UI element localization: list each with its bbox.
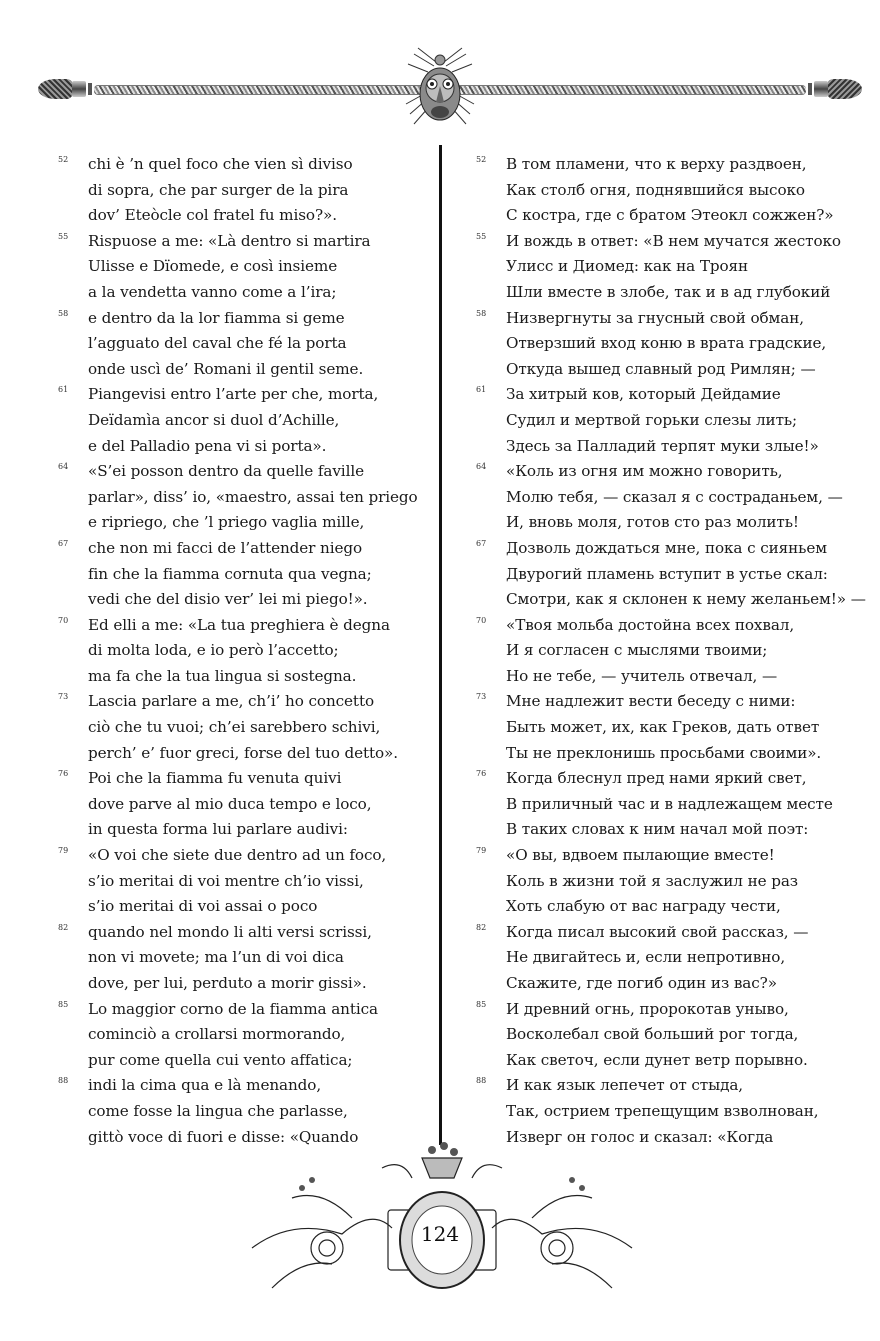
verse-line: Судил и мертвой горьки слезы лить;	[506, 410, 798, 429]
tercet	[476, 152, 866, 229]
tercet	[58, 843, 428, 920]
verse-line: В приличный час и в надлежащем месте	[506, 794, 833, 813]
verse-number: 70	[58, 615, 69, 625]
verse-line: a la vendetta vanno come a l’ira;	[88, 282, 337, 301]
verse-number: 61	[476, 385, 487, 395]
verse-number: 73	[58, 692, 69, 702]
verse-line: В том пламени, что к верху раздвоен,	[506, 155, 807, 173]
verse-line: «О вы, вдвоем пылающие вместе!	[506, 846, 775, 865]
verse-line: Когда писал высокий свой рассказ, —	[506, 922, 809, 941]
verse-line: onde uscì de’ Romani il gentil seme.	[88, 359, 364, 378]
verse-line: quando nel mondo li alti versi scrissi,	[88, 922, 372, 941]
tercet	[58, 459, 428, 536]
verse-line: Смотри, как я склонен к нему желаньем!» —	[506, 590, 866, 609]
verse-line: «S’ei posson dentro da quelle faville	[88, 462, 364, 481]
verse-number: 82	[476, 922, 487, 932]
verse-number: 79	[58, 846, 69, 856]
verse-line: Как столб огня, поднявшийся высоко	[506, 180, 805, 199]
verse-number: 85	[476, 999, 487, 1009]
verse-line: s’io meritai di voi mentre ch’io vissi,	[88, 871, 364, 890]
verse-line: dove parve al mio duca tempo e loco,	[88, 794, 372, 813]
verse-line: in questa forma lui parlare audivi:	[88, 820, 348, 839]
verse-line: di sopra, che par surger de la pira	[88, 180, 349, 199]
tercet	[476, 229, 866, 306]
verse-line: che non mi facci de l’attender niego	[88, 538, 363, 557]
verse-line: perch’ e’ fuor greci, forse del tuo detto».	[88, 743, 398, 762]
verse-number: 64	[476, 462, 487, 472]
verse-number: 67	[476, 538, 487, 548]
verse-line: Коль в жизни той я заслужил не раз	[506, 871, 798, 890]
verse-line: И как язык лепечет от стыда,	[506, 1076, 744, 1095]
verse-line: e ripriego, che ’l priego vaglia mille,	[88, 513, 365, 532]
verse-number: 67	[58, 538, 69, 548]
right-finial-ornament	[804, 79, 862, 99]
verse-line: Poi che la fiamma fu venuta quivi	[88, 769, 342, 788]
verse-number: 55	[476, 231, 487, 241]
verse-number: 73	[476, 692, 487, 702]
grotesque-mask-ornament	[404, 44, 476, 148]
verse-line: Ulisse e Dïomede, e così insieme	[88, 257, 338, 276]
verse-line: Но не тебе, — учитель отвечал, —	[506, 666, 778, 685]
verse-line: Двурогий пламень вступит в устье скал:	[506, 564, 828, 583]
verse-number: 82	[58, 922, 69, 932]
tercet	[58, 229, 428, 306]
verse-number: 88	[58, 1076, 69, 1086]
verse-line: Не двигайтесь и, если непротивно,	[506, 948, 786, 967]
verse-number: 85	[58, 999, 69, 1009]
verse-line: come fosse la lingua che parlasse,	[88, 1101, 348, 1120]
verse-line: Piangevisi entro l’arte per che, morta,	[88, 385, 379, 404]
verse-line: Восколебал свой больший рог тогда,	[506, 1025, 799, 1044]
verse-line: И древний огнь, пророкотав уныво,	[506, 999, 789, 1018]
verse-number: 76	[58, 769, 69, 779]
verse-line: Так, острием трепещущим взволнован,	[506, 1101, 819, 1120]
tercet	[476, 843, 866, 920]
verse-line: За хитрый ков, который Дейдамие	[506, 385, 781, 404]
verse-line: «Твоя мольба достойна всех похвал,	[506, 615, 795, 634]
tercet	[58, 382, 428, 459]
verse-line: Ed elli a me: «La tua preghiera è degna	[88, 615, 390, 634]
italian-text-column	[58, 152, 428, 1150]
page-number: 124	[420, 1222, 460, 1246]
verse-line: gittò voce di fuori e disse: «Quando	[88, 1127, 359, 1146]
verse-line: Откуда вышед славный род Римлян; —	[506, 359, 816, 378]
tercet	[476, 920, 866, 997]
verse-line: ma fa che la tua lingua si sostegna.	[88, 666, 357, 685]
verse-line: Как светоч, если дунет ветр порывно.	[506, 1050, 808, 1069]
verse-number: 64	[58, 462, 69, 472]
russian-text-column	[476, 152, 866, 1150]
tercet	[476, 459, 866, 536]
verse-line: Дозволь дождаться мне, пока с сияньем	[506, 538, 827, 557]
verse-line: s’io meritai di voi assai o poco	[88, 897, 318, 916]
verse-number: 58	[58, 308, 69, 318]
verse-line: Lo maggior corno de la fiamma antica	[88, 999, 378, 1018]
verse-number: 70	[476, 615, 487, 625]
verse-line: Мне надлежит вести беседу с ними:	[506, 692, 796, 711]
verse-number: 88	[476, 1076, 487, 1086]
verse-line: Быть может, их, как Греков, дать ответ	[506, 718, 820, 737]
tercet	[58, 920, 428, 997]
verse-line: l’agguato del caval che fé la porta	[88, 334, 347, 353]
verse-line: Улисс и Диомед: как на Троян	[506, 257, 749, 276]
verse-line: indi la cima qua e là menando,	[88, 1076, 322, 1095]
verse-line: ciò che tu vuoi; ch’ei sarebbero schivi,	[88, 718, 381, 737]
tercet	[476, 536, 866, 613]
tercet	[58, 152, 428, 229]
verse-line: pur come quella cui vento affatica;	[88, 1050, 353, 1069]
verse-line: Скажите, где погиб один из вас?»	[506, 974, 777, 992]
verse-line: fin che la fiamma cornuta qua vegna;	[88, 564, 372, 583]
tercet	[476, 766, 866, 843]
tercet	[58, 689, 428, 766]
verse-line: Шли вместе в злобе, так и в ад глубокий	[506, 282, 831, 301]
verse-number: 52	[58, 155, 69, 164]
verse-line: «Коль из огня им можно говорить,	[506, 462, 783, 481]
tercet	[476, 689, 866, 766]
tercet	[58, 766, 428, 843]
verse-line: dove, per lui, perduto a morir gissi».	[88, 974, 367, 992]
tercet	[476, 613, 866, 690]
verse-line: vedi che del disio ver’ lei mi piego!».	[88, 590, 368, 609]
verse-line: non vi movete; ma l’un di voi dica	[88, 948, 344, 967]
verse-line: «O voi che siete due dentro ad un foco,	[88, 846, 387, 865]
column-divider	[438, 145, 443, 1145]
verse-line: e dentro da la lor fiamma si geme	[88, 308, 345, 327]
verse-line: Lascia parlare a me, ch’i’ ho concetto	[88, 692, 374, 711]
left-finial-ornament	[38, 79, 96, 99]
verse-line: И я согласен с мыслями твоими;	[506, 641, 768, 660]
verse-line: В таких словах к ним начал мой поэт:	[506, 820, 809, 839]
verse-number: 76	[476, 769, 487, 779]
verse-line: Низвергнуты за гнусный свой обман,	[506, 308, 804, 327]
verse-number: 79	[476, 846, 487, 856]
verse-line: di molta loda, e io però l’accetto;	[88, 641, 339, 660]
verse-line: Когда блеснул пред нами яркий свет,	[506, 769, 807, 788]
verse-line: Изверг он голос и сказал: «Когда	[506, 1127, 774, 1146]
tercet	[58, 997, 428, 1074]
verse-number: 61	[58, 385, 69, 395]
verse-line: Здесь за Палладий терпят муки злые!»	[506, 436, 819, 455]
verse-line: parlar», diss’ io, «maestro, assai ten priego	[88, 487, 418, 506]
verse-number: 55	[58, 231, 69, 241]
verse-number: 52	[476, 155, 487, 164]
verse-line: Ты не преклонишь просьбами своими».	[506, 743, 822, 762]
tercet	[58, 613, 428, 690]
verse-number: 58	[476, 308, 487, 318]
tercet	[58, 306, 428, 383]
verse-line: Deïdamìa ancor si duol d’Achille,	[88, 410, 340, 429]
verse-line: e del Palladio pena vi si porta».	[88, 436, 327, 455]
verse-line: И, вновь моля, готов сто раз молить!	[506, 513, 799, 532]
tercet	[58, 536, 428, 613]
verse-line: Отверзший вход коню в врата градские,	[506, 334, 827, 353]
verse-line: И вождь в ответ: «В нем мучатся жестоко	[506, 231, 841, 250]
tercet	[476, 382, 866, 459]
verse-line: Хоть слабую от вас награду чести,	[506, 897, 781, 916]
verse-line: Молю тебя, — сказал я с состраданьем, —	[506, 487, 843, 506]
verse-line: С костра, где с братом Этеокл сожжен?»	[506, 206, 834, 225]
verse-line: Rispuose a me: «Là dentro si martira	[88, 231, 371, 250]
tercet	[476, 997, 866, 1074]
tercet	[476, 306, 866, 383]
verse-line: cominciò a crollarsi mormorando,	[88, 1025, 346, 1044]
verse-line: chi è ’n quel foco che vien sì diviso	[88, 155, 353, 173]
verse-line: dov’ Eteòcle col fratel fu miso?».	[88, 206, 337, 225]
